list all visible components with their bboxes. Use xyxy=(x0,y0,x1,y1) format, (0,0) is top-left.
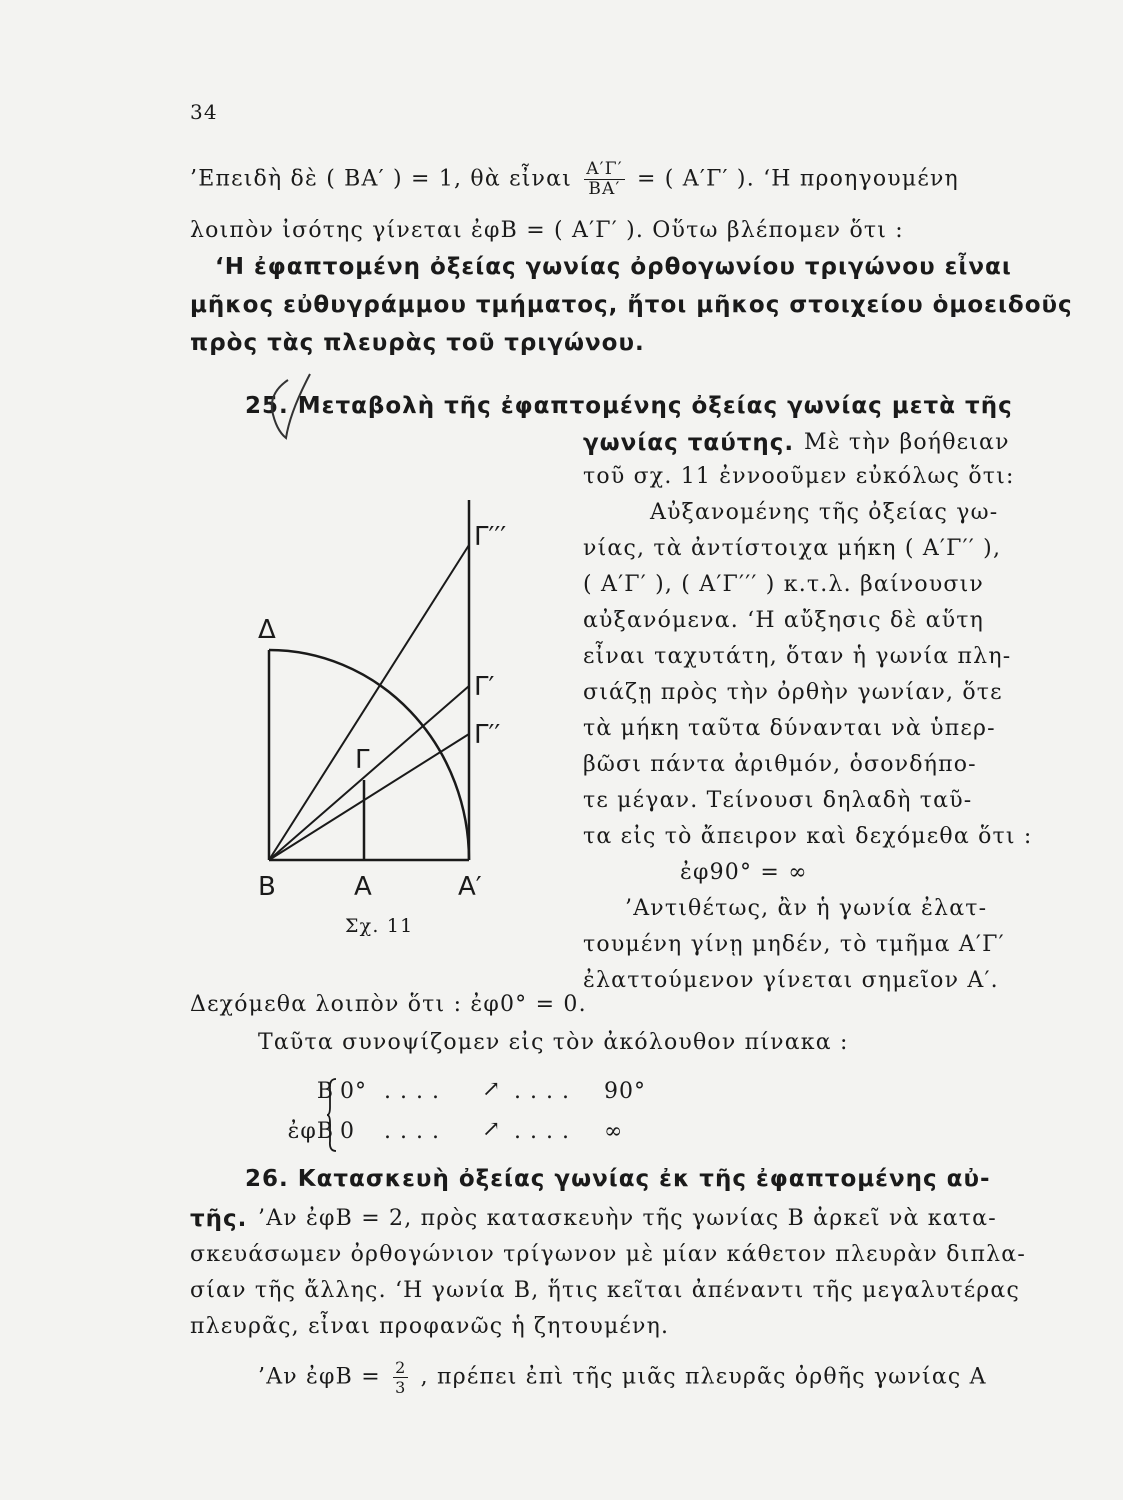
section-25-line-9: τὰ μήκη ταῦτα δύνανται νὰ ὑπερ- xyxy=(583,716,996,741)
page-number: 34 xyxy=(190,100,218,124)
section-26-line-5 xyxy=(258,1358,987,1397)
checkmark-icon xyxy=(252,372,312,442)
section-25-line-1: Μὲ τὴν βοήθειαν xyxy=(804,430,1010,455)
table-row-label: ἐφΒ xyxy=(287,1119,334,1144)
table-row xyxy=(292,1075,652,1111)
intro-line-1-pre: ’Επειδὴ δὲ ( ΒΑ′ ) = 1, θὰ εἶναι xyxy=(190,166,572,192)
summary-table xyxy=(287,1075,652,1155)
section-25-line-2: τοῦ σχ. 11 ἐννοοῦμεν εὐκόλως ὅτι: xyxy=(583,464,1015,489)
theorem-line-2: μῆκος εὐθυγράμμου τμήματος, ἤτοι μῆκος στοιχείου ὁμοειδοῦς xyxy=(190,292,1073,318)
label-delta: Δ xyxy=(258,615,276,645)
ratio-denominator: ΒΑ′ xyxy=(588,179,621,199)
section-25-line-15: τουμένη γίνῃ μηδέν, τὸ τμῆμα Α′Γ′ xyxy=(583,932,1005,957)
section-25-line-7: εἶναι ταχυτάτη, ὅταν ἡ γωνία πλη- xyxy=(583,644,1012,669)
label-b: Β xyxy=(258,872,276,902)
table-cell: 90° xyxy=(604,1079,646,1104)
ray-to-gamma-ppp xyxy=(269,545,469,860)
summary-intro: Ταῦτα συνοψίζομεν εἰς τὸν ἀκόλουθον πίνακα : xyxy=(258,1030,849,1055)
figure-caption: Σχ. 11 xyxy=(345,915,414,937)
figure-11 xyxy=(240,480,580,900)
table-cell: ∞ xyxy=(604,1119,624,1144)
ratio-fraction xyxy=(584,160,625,199)
section-25-heading: 25. Μεταβολὴ τῆς ἐφαπτομένης ὀξείας γωνίας μετὰ τῆς xyxy=(245,393,1013,419)
section-26-line-2: σκευάσωμεν ὀρθογώνιον τρίγωνον μὲ μίαν κάθετον πλευρὰν διπλα- xyxy=(190,1242,1026,1267)
table-cell: . . . . xyxy=(514,1119,570,1144)
last-line-pre: ’Αν ἐφΒ = xyxy=(258,1364,381,1390)
section-25-line-5: ( Α′Γ′ ), ( Α′Γ′′′ ) κ.τ.λ. βαίνουσιν xyxy=(583,572,985,597)
table-cell: 0 xyxy=(340,1119,355,1144)
section-25-line-3: Αὐξανομένης τῆς ὀξείας γω- xyxy=(650,500,999,525)
section-26-heading: 26. Κατασκευὴ ὀξείας γωνίας ἐκ τῆς ἐφαπτομένης αὐ- xyxy=(245,1166,991,1192)
section-25-line-8: σιάζῃ πρὸς τὴν ὀρθὴν γωνίαν, ὅτε xyxy=(583,680,1003,705)
table-cell: . . . . xyxy=(514,1079,570,1104)
table-row-label: Β xyxy=(316,1079,334,1104)
tan-0-line: Δεχόμεθα λοιπὸν ὅτι : ἐφ0° = 0. xyxy=(190,992,587,1017)
label-gamma: Γ xyxy=(355,745,370,775)
label-a: Α xyxy=(354,872,372,902)
section-26-line-3: σίαν τῆς ἄλλης. ‘Η γωνία Β, ἥτις κεῖται ἀπέναντι τῆς μεγαλυτέρας xyxy=(190,1278,1021,1303)
section-25-heading-cont: γωνίας ταύτης. xyxy=(583,430,795,456)
table-cell: . . . . xyxy=(384,1119,440,1144)
section-25-line-12: τα εἰς τὸ ἄπειρον καὶ δεχόμεθα ὅτι : xyxy=(583,824,1033,849)
intro-line-2: λοιπὸν ἰσότης γίνεται ἐφΒ = ( Α′Γ′ ). Οὕτω βλέπομεν ὅτι : xyxy=(190,218,904,243)
label-a-prime: Α′ xyxy=(458,872,482,902)
theorem-line-1: ‘Η ἐφαπτομένη ὀξείας γωνίας ὀρθογωνίου τριγώνου εἶναι xyxy=(215,254,1012,280)
ratio-numerator: Α′Γ′ xyxy=(586,159,623,179)
label-gamma-prime: Γ′ xyxy=(474,672,495,702)
section-25-line-6: αὐξανόμενα. ‘Η αὔξησις δὲ αὕτη xyxy=(583,608,985,633)
two-thirds-fraction xyxy=(393,1358,408,1397)
section-26-heading-cont: τῆς. xyxy=(190,1206,248,1232)
table-cell: 0° xyxy=(340,1079,367,1104)
section-26-line-4: πλευρᾶς, εἶναι προφανῶς ἡ ζητουμένη. xyxy=(190,1314,670,1339)
section-25-line-14: ’Αντιθέτως, ἂν ἡ γωνία ἐλατ- xyxy=(625,896,988,921)
section-25-line-10: βῶσι πάντα ἀριθμόν, ὁσονδήπο- xyxy=(583,752,977,777)
table-cell: . . . . xyxy=(384,1079,440,1104)
table-brace xyxy=(326,1077,338,1153)
section-25-line-4: νίας, τὰ ἀντίστοιχα μήκη ( Α′Γ′′ ), xyxy=(583,536,1002,561)
arrow-icon: ↗ xyxy=(482,1077,502,1102)
intro-line-1-post: = ( Α′Γ′ ). ‘Η προηγουμένη xyxy=(636,166,959,192)
theorem-line-3: πρὸς τὰς πλευρὰς τοῦ τριγώνου. xyxy=(190,330,645,356)
fraction-denominator: 3 xyxy=(395,1378,407,1397)
section-25-line-16: ἐλαττούμενον γίνεται σημεῖον Α′. xyxy=(583,968,999,993)
last-line-post: , πρέπει ἐπὶ τῆς μιᾶς πλευρᾶς ὀρθῆς γωνίας Α xyxy=(420,1364,987,1390)
intro-line-1 xyxy=(190,160,959,199)
label-gamma-triple-prime: Γ′′′ xyxy=(474,522,507,552)
tan-90-formula: ἐφ90° = ∞ xyxy=(680,860,808,885)
section-25-line-11: τε μέγαν. Τείνουσι δηλαδὴ ταῦ- xyxy=(583,788,973,813)
fraction-numerator: 2 xyxy=(395,1358,407,1377)
section-26-line-1: ’Αν ἐφΒ = 2, πρὸς κατασκευὴν τῆς γωνίας Β ἀρκεῖ νὰ κατα- xyxy=(258,1206,997,1231)
table-row xyxy=(287,1115,652,1151)
label-gamma-double-prime: Γ′′ xyxy=(474,720,501,750)
arrow-icon: ↗ xyxy=(482,1117,502,1142)
